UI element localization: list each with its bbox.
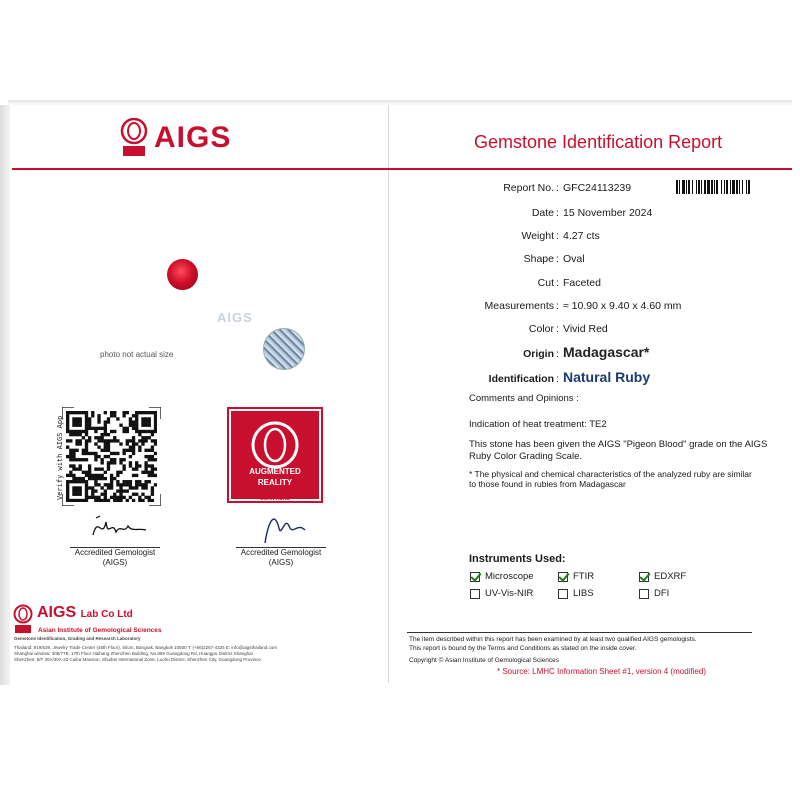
report-field-row (0, 181, 800, 195)
lab-address-2: Shanghai window: 306/77B, 17th Floor Haihang Zhenzhen Building, No.869 Guangdong Rd, Huangpu District Shanghai (14, 651, 253, 656)
instrument-label: LIBS (573, 588, 594, 599)
signature-2 (255, 508, 315, 548)
instrument-item (558, 588, 594, 600)
ar-line-2: REALITY (257, 478, 293, 487)
checkbox-icon (558, 589, 568, 599)
field-label: Cut (537, 277, 554, 289)
brand-name: AIGS (154, 121, 232, 154)
lab-name (37, 604, 133, 622)
field-separator: : (556, 207, 559, 219)
photo-note: photo not actual size (100, 350, 174, 359)
header-rule (12, 168, 792, 170)
aigs-seal-icon (120, 118, 148, 158)
copyright: Copyright © Asian Institute of Gemological Sciences (409, 657, 560, 664)
report-field-row (0, 206, 800, 220)
aigs-logo (120, 118, 231, 158)
lab-full-name: Asian Institute of Gemological Sciences (38, 627, 162, 634)
report-field-row (0, 299, 800, 313)
signature-org-1: (AIGS) (102, 558, 128, 567)
instrument-label: FTIR (573, 571, 595, 582)
signature-title-2: Accredited Gemologist (240, 548, 322, 557)
report-field-row (0, 369, 800, 386)
ar-scan-label: SCAN HERE (260, 496, 290, 502)
checkbox-icon (639, 572, 649, 582)
field-separator: : (556, 348, 559, 360)
field-label: Date (531, 207, 554, 219)
heat-treatment-text: Indication of heat treatment: TE2 (469, 419, 607, 430)
field-value: GFC24113239 (563, 182, 632, 194)
checkbox-icon (558, 572, 568, 582)
instrument-item (558, 571, 594, 583)
instrument-label: Microscope (485, 571, 534, 582)
field-label: Weight (521, 230, 554, 242)
checkbox-icon (470, 572, 480, 582)
lab-suffix: Lab Co Ltd (80, 609, 133, 620)
field-separator: : (556, 253, 559, 265)
footer-rule (407, 632, 752, 633)
instrument-label: EDXRF (654, 571, 687, 582)
ar-line-1: AUGMENTED (249, 467, 301, 476)
report-title: Gemstone Identification Report (474, 132, 723, 152)
origin-note: * The physical and chemical characteristics of the analyzed ruby are similar to those found in rubies from Madagascar (469, 469, 752, 489)
report-field-row (0, 252, 800, 266)
instrument-item (470, 571, 534, 583)
field-value: 4.27 cts (563, 230, 600, 242)
field-separator: : (556, 300, 559, 312)
instrument-label: UV-Vis-NIR (485, 588, 534, 599)
instruments-title: Instruments Used: (469, 553, 566, 565)
instrument-label: DFI (654, 588, 670, 599)
lab-address-1: Thailand: 919/539, Jewelry Trade Center (48th Floor), Silom, Bangrak, Bangkok 10500 T: (+66)2267-4325 E: info@aigsthailand.com (14, 645, 278, 650)
field-separator: : (556, 182, 559, 194)
field-value: Faceted (563, 277, 601, 289)
instrument-item (639, 588, 669, 600)
lab-address-3: Shenzhen: 5/F 30A/30A-23 Cuiba Mansion, Shuibei International Zone, Luohu District, Shenzhen City, Guangdong Province (14, 657, 261, 662)
disclaimer-1: The item described within this report has been examined by at least two qualified AIGS gemologists. (409, 636, 697, 643)
gemstone-photo (167, 259, 198, 290)
aigs-watermark: AIGS (217, 310, 253, 325)
lab-seal-icon (13, 604, 33, 634)
checkbox-icon (639, 589, 649, 599)
qr-frame[interactable] (62, 407, 161, 506)
report-field-row (0, 276, 800, 290)
field-label: Color (528, 323, 554, 335)
field-label: Origin (523, 348, 554, 360)
field-value: Oval (563, 253, 585, 265)
comments-label: Comments and Opinions : (469, 393, 579, 404)
verify-app-text: Verify with AIGS App (56, 415, 64, 500)
lab-brand: AIGS (37, 604, 77, 621)
field-separator: : (556, 323, 559, 335)
source-note: * Source: LMHC Information Sheet #1, version 4 (modified) (497, 667, 706, 676)
signature-org-2: (AIGS) (268, 558, 294, 567)
field-separator: : (556, 230, 559, 242)
field-label: Measurements (484, 300, 554, 312)
field-label: Identification (488, 373, 554, 385)
augmented-reality-icon[interactable] (229, 409, 321, 501)
field-label: Report No. (503, 182, 554, 194)
disclaimer-2: This report is bound by the Terms and Conditions as stated on the inside cover. (409, 645, 637, 652)
field-separator: : (556, 373, 559, 385)
instrument-item (470, 588, 533, 600)
lab-tagline: Gemstone Identification, Grading and Research Laboratory (14, 636, 141, 641)
field-label: Shape (523, 253, 554, 265)
field-value: Vivid Red (563, 323, 608, 335)
field-value: Natural Ruby (563, 369, 651, 385)
signature-1 (88, 510, 158, 546)
report-field-row (0, 322, 800, 336)
checkbox-icon (470, 589, 480, 599)
signature-title-1: Accredited Gemologist (74, 548, 156, 557)
field-value: Madagascar* (563, 344, 650, 360)
field-value: 15 November 2024 (563, 207, 653, 219)
grade-note: This stone has been given the AIGS "Pigeon Blood" grade on the AIGS Ruby Color Grading Scale. (469, 439, 768, 462)
report-field-row (0, 229, 800, 243)
qr-code-icon[interactable] (66, 411, 157, 502)
hologram-icon (263, 328, 305, 370)
field-separator: : (556, 277, 559, 289)
instrument-item (639, 571, 686, 583)
field-value: ≈ 10.90 x 9.40 x 4.60 mm (563, 300, 682, 312)
